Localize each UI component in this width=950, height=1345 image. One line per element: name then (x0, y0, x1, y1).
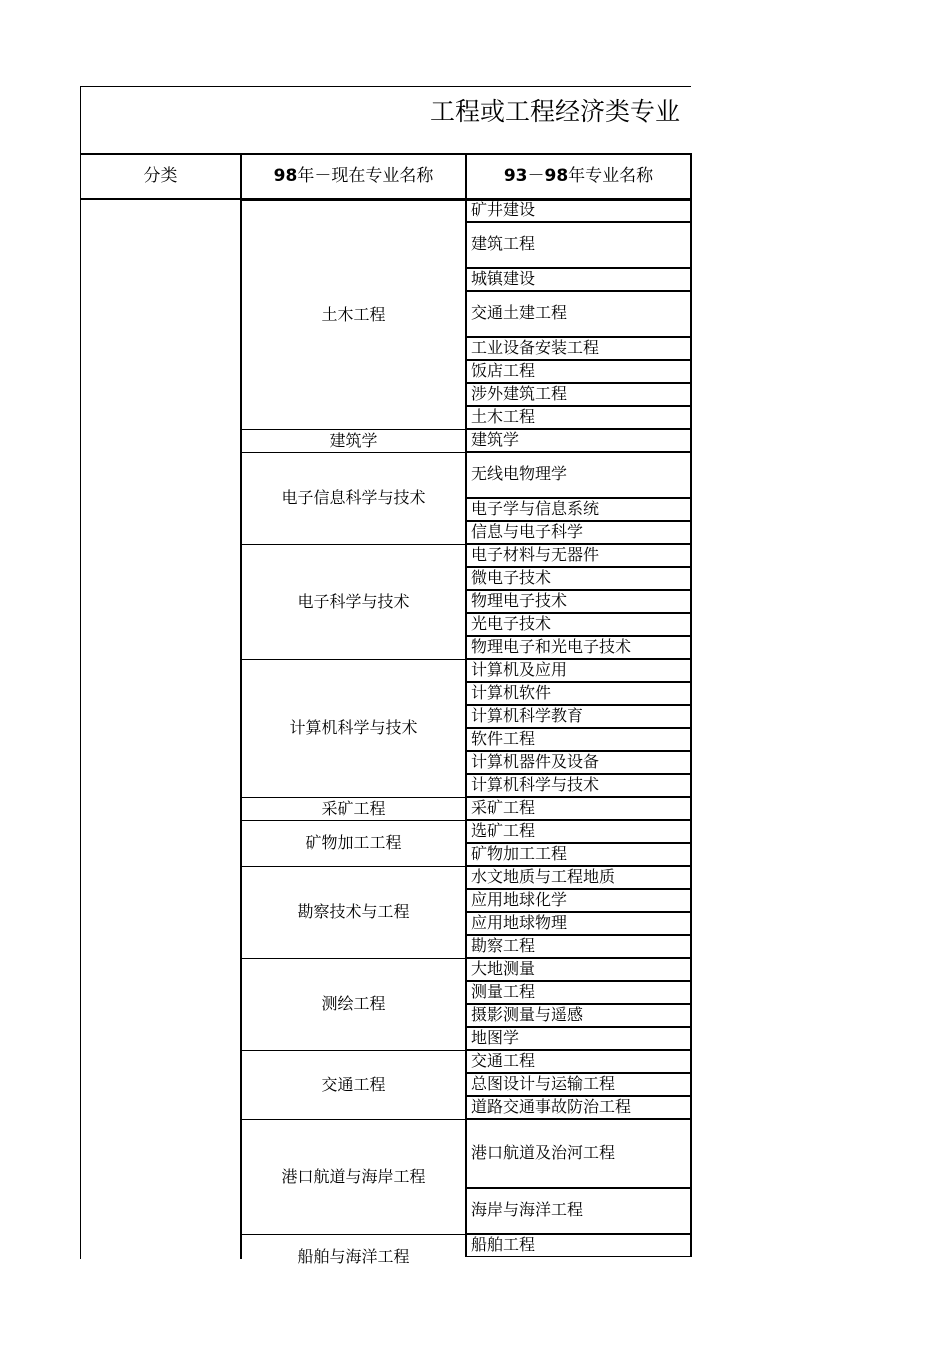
item-border-right (690, 774, 692, 797)
list-item: 交通工程 (471, 1050, 536, 1070)
item-border-left (465, 958, 467, 981)
item-border-left (465, 337, 467, 360)
item-border-left (465, 613, 467, 636)
list-item: 物理电子技术 (471, 590, 568, 610)
list-item: 摄影测量与遥感 (471, 1004, 584, 1024)
group-name: 港口航道与海岸工程 (281, 1166, 426, 1186)
group-border-top (240, 1119, 466, 1120)
item-border-right (690, 797, 692, 820)
item-border-left (465, 1027, 467, 1050)
item-border-left (465, 1234, 467, 1257)
list-item: 城镇建设 (471, 268, 536, 288)
header-category-text: 分类 (143, 166, 178, 186)
list-item: 勘察工程 (471, 935, 536, 955)
item-border-right (690, 521, 692, 544)
item-border-left (465, 429, 467, 452)
item-border-right (690, 889, 692, 912)
item-border-left (465, 1073, 467, 1096)
item-border-right (690, 958, 692, 981)
item-border-right (690, 1050, 692, 1073)
item-border-left (465, 360, 467, 383)
item-border-left (465, 383, 467, 406)
item-border-right (690, 682, 692, 705)
list-item: 无线电物理学 (471, 464, 568, 483)
item-border-left (465, 406, 467, 429)
header-right-border (690, 153, 692, 200)
item-border-left (465, 268, 467, 291)
item-border-left (465, 222, 467, 268)
item-border-right (690, 590, 692, 613)
list-item: 地图学 (471, 1027, 520, 1047)
item-border-left (465, 498, 467, 521)
item-border-left (465, 200, 467, 222)
item-border-right (690, 291, 692, 337)
item-border-left (465, 981, 467, 1004)
group-border-top (240, 544, 466, 545)
item-border-right (690, 843, 692, 866)
group-border-top (240, 797, 466, 798)
item-border-right (690, 498, 692, 521)
list-item: 物理电子和光电子技术 (471, 636, 632, 656)
group-border-top (240, 659, 466, 660)
group-name: 土木工程 (321, 304, 386, 324)
item-border-right (690, 1027, 692, 1050)
list-item: 矿井建设 (471, 200, 536, 219)
group-name: 船舶与海洋工程 (297, 1247, 410, 1266)
header-old-name-text: 年专业名称 (568, 166, 654, 186)
item-border-right (690, 1119, 692, 1188)
list-item: 船舶工程 (471, 1234, 536, 1254)
list-item: 信息与电子科学 (471, 521, 584, 541)
list-item: 电子材料与无器件 (471, 544, 600, 564)
item-border-right (690, 935, 692, 958)
item-border-left (465, 682, 467, 705)
item-border-right (690, 383, 692, 406)
item-border-right (690, 452, 692, 498)
header-new-name (242, 166, 465, 186)
item-border-left (465, 751, 467, 774)
group-name: 电子科学与技术 (297, 591, 410, 611)
group-border-top (240, 429, 466, 430)
group-name: 勘察技术与工程 (297, 902, 410, 921)
item-border-right (690, 200, 692, 222)
item-border-right (690, 544, 692, 567)
list-item: 应用地球物理 (471, 912, 568, 932)
list-item: 选矿工程 (471, 820, 536, 840)
item-border-right (690, 728, 692, 751)
item-border-left (465, 820, 467, 843)
item-border-right (690, 337, 692, 360)
item-border-right (690, 429, 692, 452)
group-border-top (240, 200, 466, 201)
list-item: 计算机软件 (471, 682, 552, 702)
list-item: 采矿工程 (471, 797, 536, 817)
item-border-top (465, 291, 692, 292)
list-item: 建筑工程 (471, 234, 536, 253)
item-border-right (690, 1188, 692, 1234)
item-border-right (690, 636, 692, 659)
frame-top-border (80, 86, 691, 87)
item-border-left (465, 1119, 467, 1188)
group-name: 采矿工程 (321, 798, 386, 818)
header-old-name-year1: 93 (503, 166, 528, 186)
group-name: 建筑学 (329, 430, 378, 450)
item-border-left (465, 889, 467, 912)
header-new-name-year: 98 (273, 166, 298, 186)
list-item: 电子学与信息系统 (471, 498, 600, 518)
list-item: 交通土建工程 (471, 303, 568, 322)
item-border-right (690, 613, 692, 636)
list-item: 计算机器件及设备 (471, 751, 600, 771)
list-item: 计算机科学教育 (471, 705, 584, 725)
list-item: 软件工程 (471, 728, 536, 748)
list-item: 港口航道及治河工程 (471, 1142, 616, 1162)
item-border-left (465, 797, 467, 820)
group-border-top (240, 958, 466, 959)
header-category (81, 166, 240, 186)
group-border-top (240, 1050, 466, 1051)
list-item: 工业设备安装工程 (471, 337, 600, 357)
list-item: 总图设计与运输工程 (471, 1073, 616, 1093)
item-border-left (465, 866, 467, 889)
item-border-right (690, 751, 692, 774)
item-border-left (465, 521, 467, 544)
group-name: 矿物加工工程 (305, 833, 402, 852)
item-border-right (690, 268, 692, 291)
item-border-left (465, 728, 467, 751)
item-border-right (690, 820, 692, 843)
list-item: 应用地球化学 (471, 889, 568, 909)
item-border-right (690, 866, 692, 889)
list-item: 海岸与海洋工程 (471, 1200, 584, 1219)
header-new-name-text: 年－现在专业名称 (297, 166, 434, 186)
item-border-right (690, 981, 692, 1004)
list-item: 涉外建筑工程 (471, 383, 568, 403)
item-border-right (690, 1234, 692, 1257)
group-name: 计算机科学与技术 (289, 718, 418, 737)
item-border-right (690, 406, 692, 429)
item-border-right (690, 222, 692, 268)
item-border-right (690, 1004, 692, 1027)
item-border-left (465, 452, 467, 498)
item-border-left (465, 1188, 467, 1234)
list-item: 土木工程 (471, 406, 536, 426)
group-name: 测绘工程 (321, 994, 386, 1013)
item-border-left (465, 1004, 467, 1027)
header-old-name-dash: － (527, 166, 545, 186)
group-name: 电子信息科学与技术 (281, 488, 426, 507)
list-item: 光电子技术 (471, 613, 552, 633)
list-item: 测量工程 (471, 981, 536, 1001)
item-border-left (465, 590, 467, 613)
header-old-name-year2: 98 (544, 166, 569, 186)
list-item: 建筑学 (471, 429, 520, 449)
item-border-bottom (465, 1256, 692, 1257)
item-border-left (465, 935, 467, 958)
item-border-left (465, 843, 467, 866)
item-border-left (465, 636, 467, 659)
group-name: 交通工程 (321, 1074, 386, 1094)
list-item: 大地测量 (471, 958, 536, 978)
frame-left-border (80, 86, 81, 1259)
list-item: 微电子技术 (471, 567, 552, 587)
item-border-left (465, 705, 467, 728)
item-border-left (465, 291, 467, 337)
item-border-right (690, 360, 692, 383)
list-item: 水文地质与工程地质 (471, 866, 616, 886)
item-border-right (690, 659, 692, 682)
item-border-left (465, 567, 467, 590)
item-border-right (690, 567, 692, 590)
item-border-left (465, 912, 467, 935)
group-border-top (240, 866, 466, 867)
item-border-right (690, 1096, 692, 1119)
header-top-border (80, 153, 692, 155)
group-border-top (240, 452, 466, 453)
item-border-left (465, 1096, 467, 1119)
list-item: 道路交通事故防治工程 (471, 1096, 632, 1116)
item-border-top (465, 1119, 692, 1120)
item-border-left (465, 544, 467, 567)
item-border-left (465, 1050, 467, 1073)
item-border-right (690, 1073, 692, 1096)
item-border-top (465, 452, 692, 453)
group-border-top (240, 1234, 466, 1235)
sheet-title: 工程或工程经济类专业 (430, 97, 681, 126)
item-border-top (465, 1188, 692, 1189)
item-border-right (690, 912, 692, 935)
list-item: 矿物加工工程 (471, 843, 568, 863)
list-item: 饭店工程 (471, 360, 536, 380)
item-border-left (465, 659, 467, 682)
item-border-top (465, 222, 692, 223)
list-item: 计算机及应用 (471, 659, 568, 679)
item-border-left (465, 774, 467, 797)
item-border-right (690, 705, 692, 728)
list-item: 计算机科学与技术 (471, 774, 600, 794)
group-border-top (240, 820, 466, 821)
header-old-name (467, 166, 690, 186)
